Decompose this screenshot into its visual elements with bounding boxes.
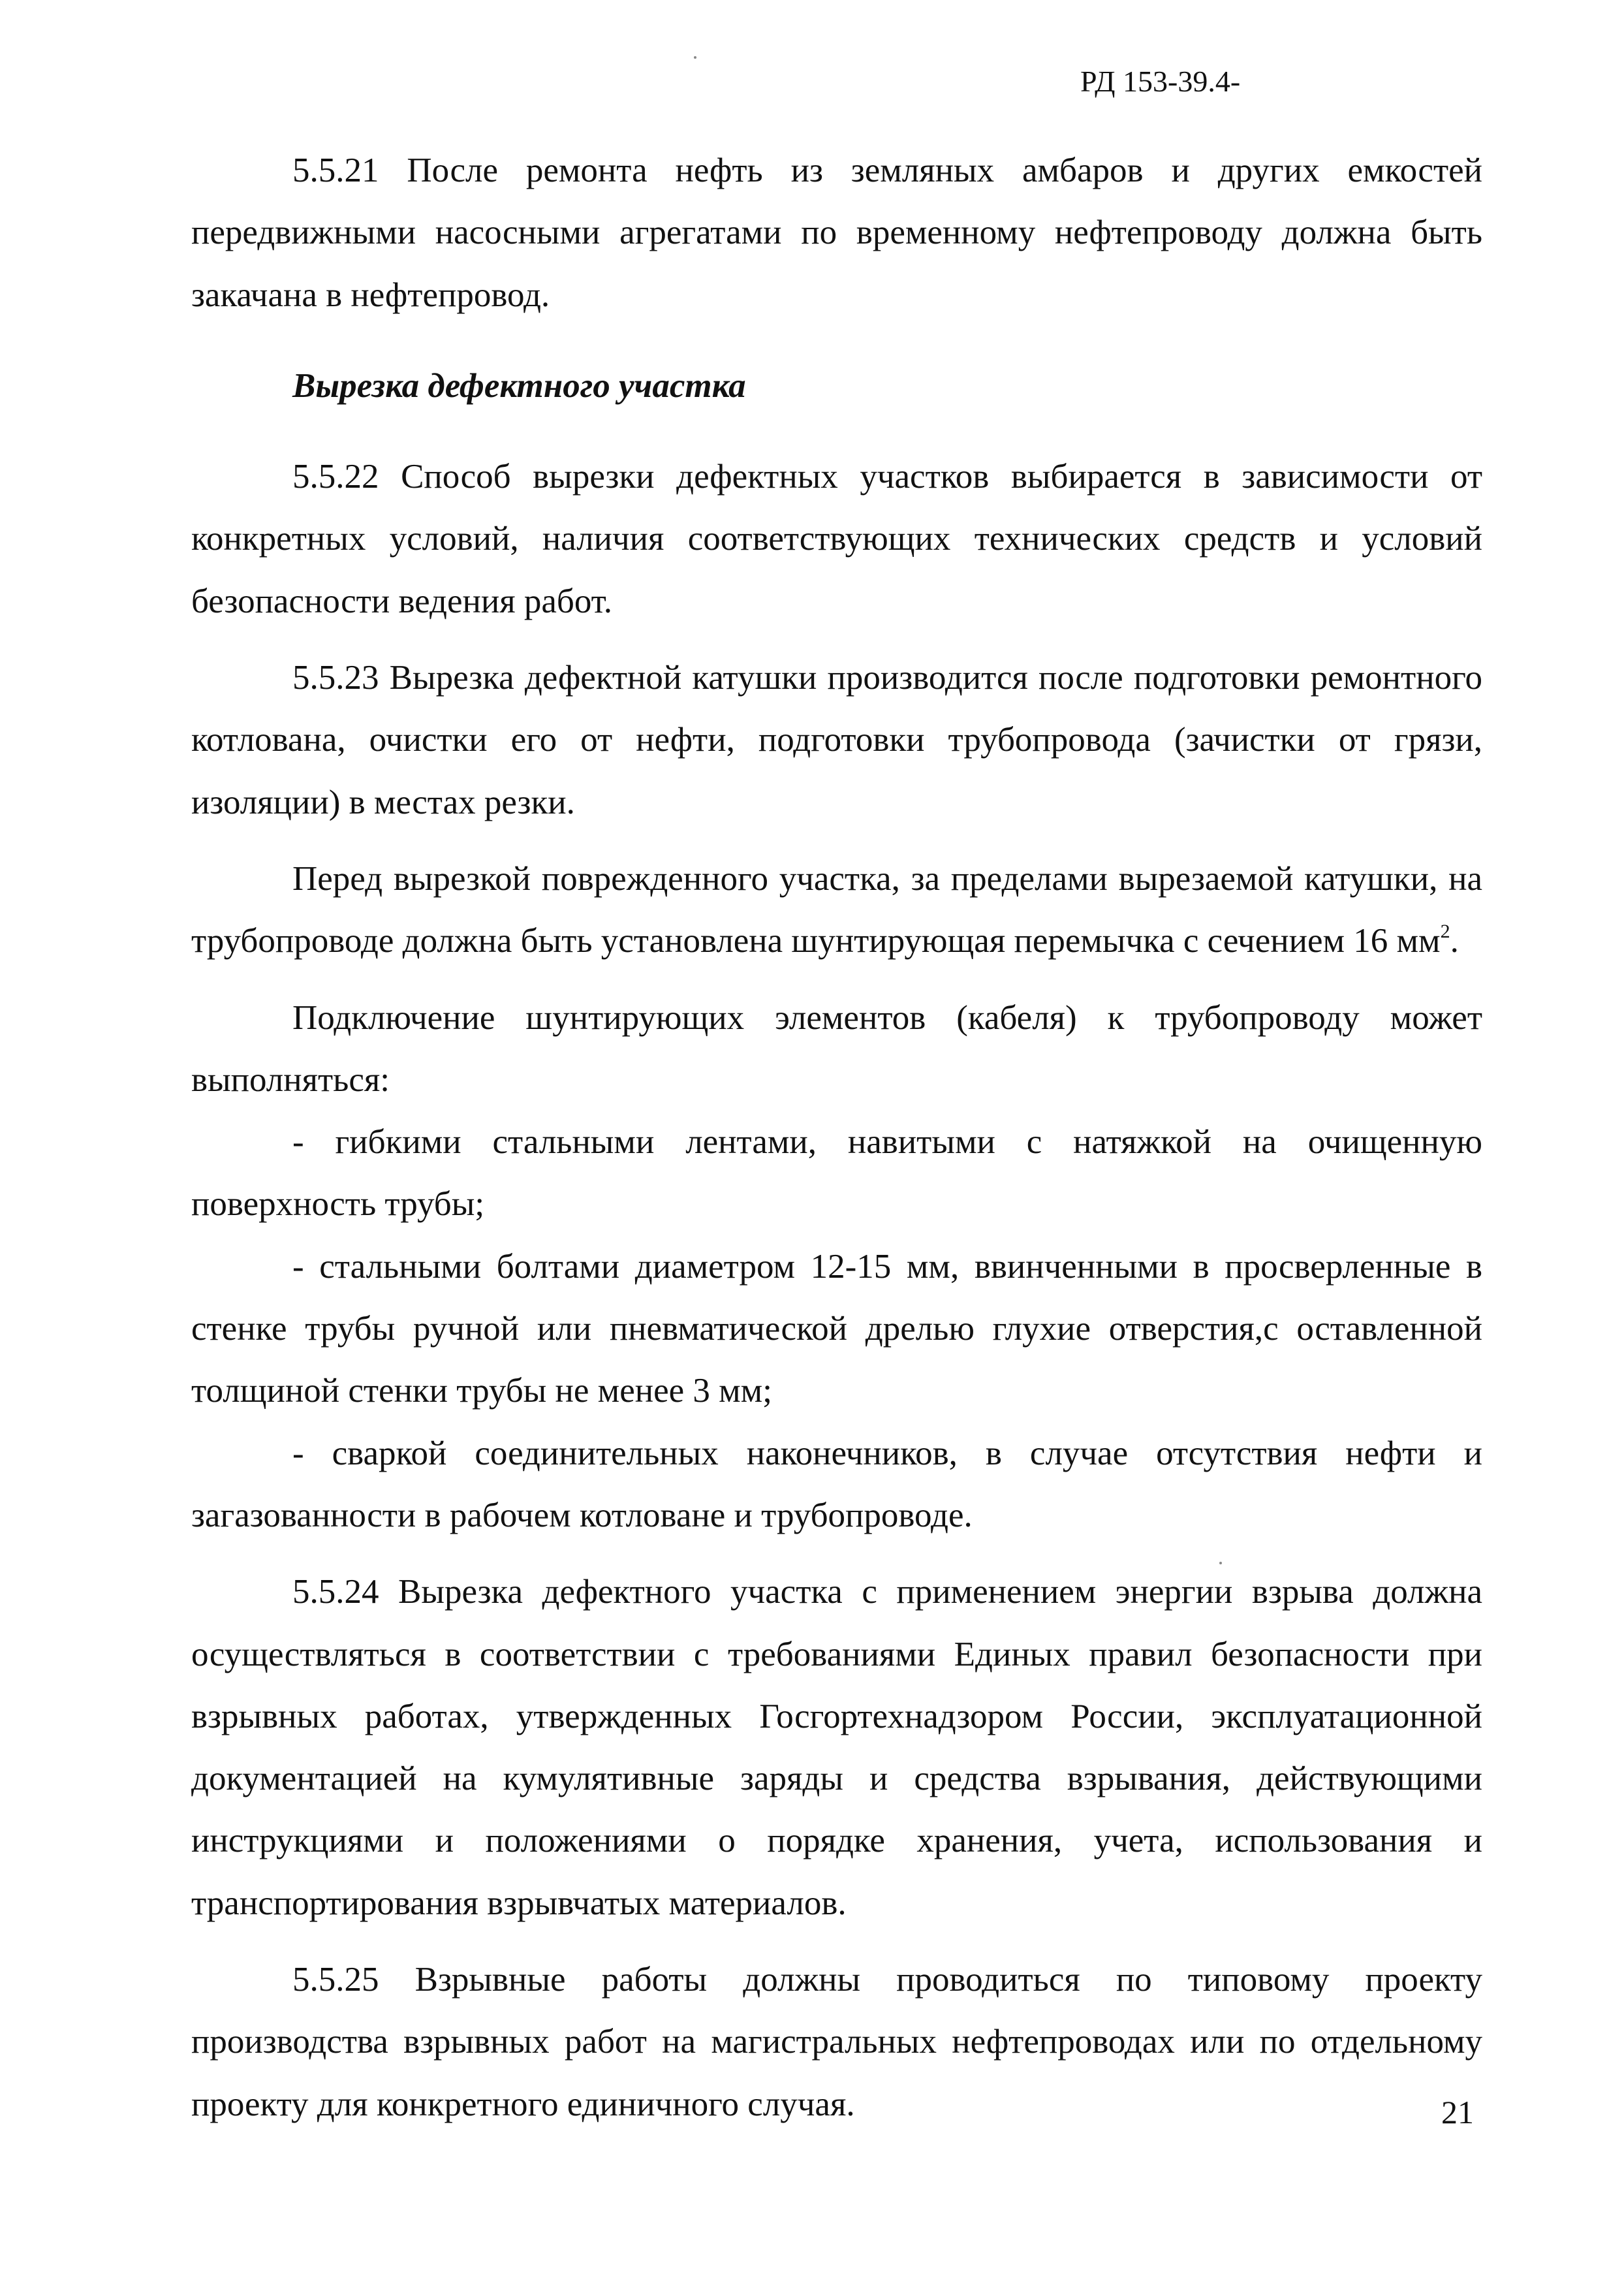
list-item-steel-bolts: - стальными болтами диаметром 12-15 мм, ввинченными в просверленные в стенке трубы ручной или пневматической дрелью глухие отверстия,с оставленной толщиной стенки трубы не менее 3 мм;	[191, 1247, 1482, 1410]
scan-speck	[694, 56, 696, 59]
bypass-jumper-end: .	[1450, 922, 1459, 960]
paragraph-5-5-22: 5.5.22 Способ вырезки дефектных участков выбирается в зависимости от конкретных условий, наличия соответствующих технических средств и условий безопасности ведения работ.	[191, 458, 1482, 620]
scan-speck	[1219, 1562, 1222, 1564]
bypass-jumper-text: Перед вырезкой поврежденного участка, за пределами вырезаемой катушки, на трубопроводе должна быть установлена шунтирующая перемычка с сечением 16 мм	[191, 859, 1482, 960]
document-code-header: РД 153-39.4-	[1080, 65, 1241, 98]
paragraph-connection: Подключение шунтирующих элементов (кабеля) к трубопроводу может выполняться:	[191, 998, 1482, 1099]
superscript-squared: 2	[1440, 921, 1450, 943]
section-heading: Вырезка дефектного участка	[292, 366, 746, 405]
paragraph-5-5-21: 5.5.21 После ремонта нефть из земляных амбаров и других емкостей передвижными насосными агрегатами по временному нефтепроводу должна быть закачана в нефтепровод.	[191, 151, 1482, 314]
document-body	[191, 140, 1482, 2136]
paragraph-5-5-24: 5.5.24 Вырезка дефектного участка с применением энергии взрыва должна осуществляться в соответствии с требованиями Единых правил безопасности при взрывных работах, утвержденных Госгортехнадзором России, эксплуатационной документацией на кумулятивные заряды и средства взрывания, действующими инструкциями и положениями о порядке хранения, учета, использования и транспортирования взрывчатых материалов.	[191, 1573, 1482, 1922]
page-number: 21	[1441, 2094, 1474, 2130]
list-item-steel-tapes: - гибкими стальными лентами, навитыми с натяжкой на очищенную поверхность трубы;	[191, 1123, 1482, 1224]
paragraph-bypass-jumper	[191, 848, 1482, 973]
list-item-welding: - сваркой соединительных наконечников, в случае отсутствия нефти и загазованности в рабочем котловане и трубопроводе.	[191, 1434, 1482, 1534]
paragraph-5-5-23: 5.5.23 Вырезка дефектной катушки производится после подготовки ремонтного котлована, очистки его от нефти, подготовки трубопровода (зачистки от грязи, изоляции) в местах резки.	[191, 659, 1482, 821]
paragraph-5-5-25: 5.5.25 Взрывные работы должны проводиться по типовому проекту производства взрывных работ на магистральных нефтепроводах или по отдельному проекту для конкретного единичного случая.	[191, 1961, 1482, 2123]
